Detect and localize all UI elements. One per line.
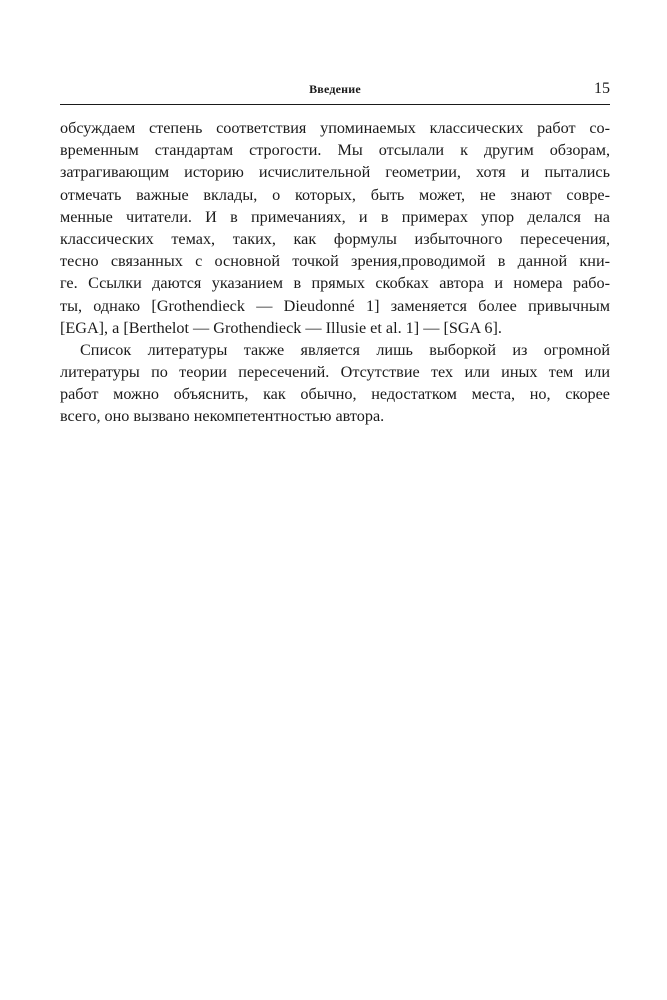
running-head bbox=[60, 82, 610, 102]
text-line: затрагивающим историю исчислительной геометрии, хотя и пытались bbox=[60, 163, 610, 182]
paragraph-1 bbox=[60, 117, 610, 339]
body-text bbox=[60, 117, 610, 428]
paragraph-2 bbox=[60, 339, 610, 428]
text-line: ты, однако [Grothendieck — Dieudonné 1] заменяется более привычным bbox=[60, 296, 610, 315]
text-line: [EGA], а [Berthelot — Grothendieck — Illusie et al. 1] — [SGA 6]. bbox=[60, 318, 502, 337]
text-line: литературы по теории пересечений. Отсутствие тех или иных тем или bbox=[60, 363, 610, 382]
text-line: временным стандартам строгости. Мы отсылали к другим обзорам, bbox=[60, 141, 610, 160]
text-line: менные читатели. И в примечаниях, и в примерах упор делался на bbox=[60, 207, 610, 226]
text-line: всего, оно вызвано некомпетентностью автора. bbox=[60, 407, 385, 426]
page-number: 15 bbox=[594, 80, 610, 97]
text-line: работ можно объяснить, как обычно, недостатком места, но, скорее bbox=[60, 385, 610, 404]
text-line: тесно связанных с основной точкой зрения,проводимой в данной кни- bbox=[60, 252, 610, 271]
text-line: ге. Ссылки даются указанием в прямых скобках автора и номера рабо- bbox=[60, 274, 610, 293]
text-line: обсуждаем степень соответствия упоминаемых классических работ со- bbox=[60, 119, 610, 137]
running-title: Введение bbox=[309, 82, 361, 96]
text-line: Список литературы также является лишь выборкой из огромной bbox=[80, 340, 610, 359]
text-line: отмечать важные вклады, о которых, быть может, не знают совре- bbox=[60, 185, 610, 204]
header-rule bbox=[60, 104, 610, 105]
text-line: классических темах, таких, как формулы избыточного пересечения, bbox=[60, 229, 610, 248]
